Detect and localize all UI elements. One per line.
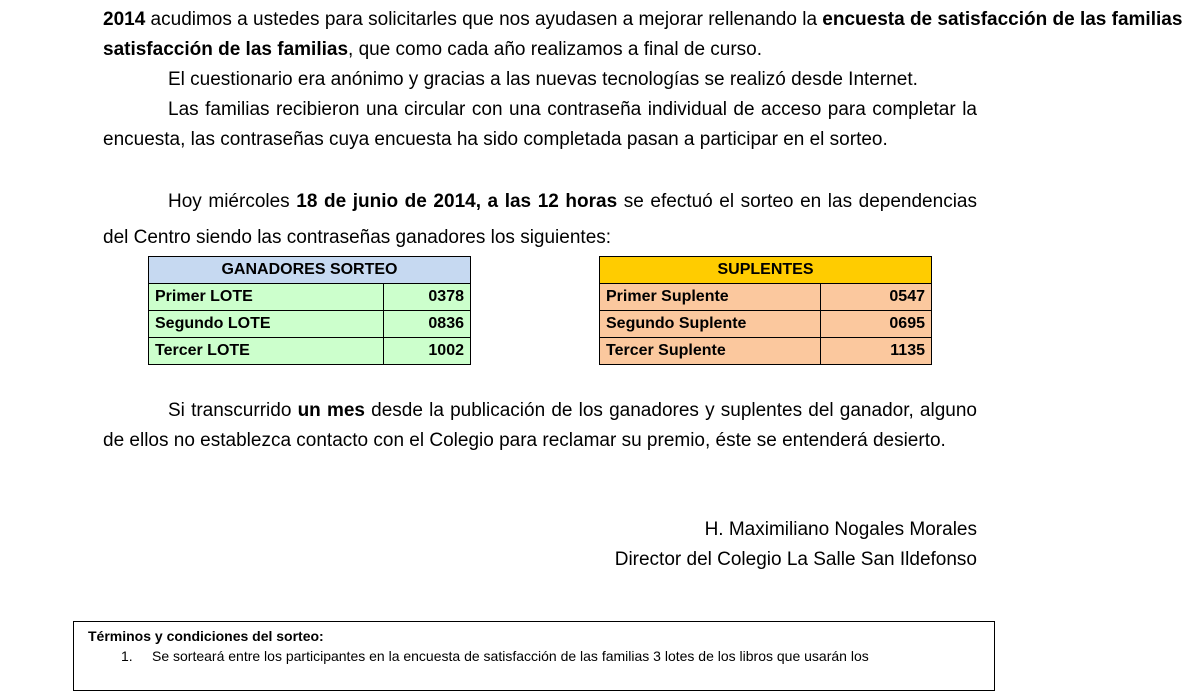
terms-item-number: 1. [121,648,133,664]
intro-text-2: , que como cada año realizamos a final de curso. [348,39,763,60]
substitute-label: Segundo Suplente [600,311,821,338]
substitute-code: 0695 [821,311,932,338]
substitute-label: Primer Suplente [600,284,821,311]
terms-box [73,621,995,691]
terms-item-text: Se sorteará entre los participantes en la encuesta de satisfacción de las familias 3 lotes de los libros que usarán los [152,648,869,664]
winner-label: Primer LOTE [149,284,384,311]
winner-code: 0378 [384,284,471,311]
winners-table [148,256,471,365]
list-item [88,648,980,664]
paragraph-circular: Las familias recibieron una circular con una contraseña individual de acceso para completar la encuesta, las contraseñas cuya encuesta ha sido completada pasan a participar en el sorteo. [103,99,977,150]
substitutes-table-title: SUPLENTES [600,257,932,284]
draw-text-1: Hoy miércoles [168,191,297,212]
deadline-text-2: desde la publicación de los ganadores y suplentes del ganador, alguno de ellos no establezca contacto con el Colegio para reclamar su premio, éste se entenderá desierto. [103,400,977,451]
survey-name-cont: satisfacción de las familias [103,39,349,60]
deadline-text-1: Si transcurrido [168,400,298,421]
draw-date: 18 de junio de 2014, a las 12 horas [296,191,618,212]
winner-code: 0836 [384,311,471,338]
paragraph-anonymous: El cuestionario era anónimo y gracias a las nuevas tecnologías se realizó desde Internet. [168,69,918,90]
substitute-code: 1135 [821,338,932,365]
signature-name: H. Maximiliano Nogales Morales [704,519,977,540]
paragraph-intro-end [103,35,977,65]
substitute-code: 0547 [821,284,932,311]
table-row [149,311,471,338]
table-row [149,284,471,311]
draw-text-2: se efectuó el sorteo en las dependencias del Centro siendo las contraseñas ganadores los siguientes: [103,191,977,248]
substitutes-table [599,256,932,365]
substitute-label: Tercer Suplente [600,338,821,365]
table-row [600,338,932,365]
signature-role: Director del Colegio La Salle San Ildefonso [614,549,977,570]
table-row [600,284,932,311]
winner-label: Segundo LOTE [149,311,384,338]
winner-label: Tercer LOTE [149,338,384,365]
intro-text-1: acudimos a ustedes para solicitarles que nos ayudasen a mejorar rellenando la [145,9,823,30]
winners-table-title: GANADORES SORTEO [149,257,471,284]
table-row [149,338,471,365]
paragraph-deadline [103,396,977,456]
paragraph-draw [103,184,977,256]
deadline-period: un mes [297,400,365,421]
terms-title: Términos y condiciones del sorteo: [88,628,324,644]
winner-code: 1002 [384,338,471,365]
survey-name: encuesta de satisfacción de las familias [822,9,1182,30]
table-row [600,311,932,338]
paragraph-intro-continued [103,5,1182,35]
year-text: 2014 [103,9,146,30]
